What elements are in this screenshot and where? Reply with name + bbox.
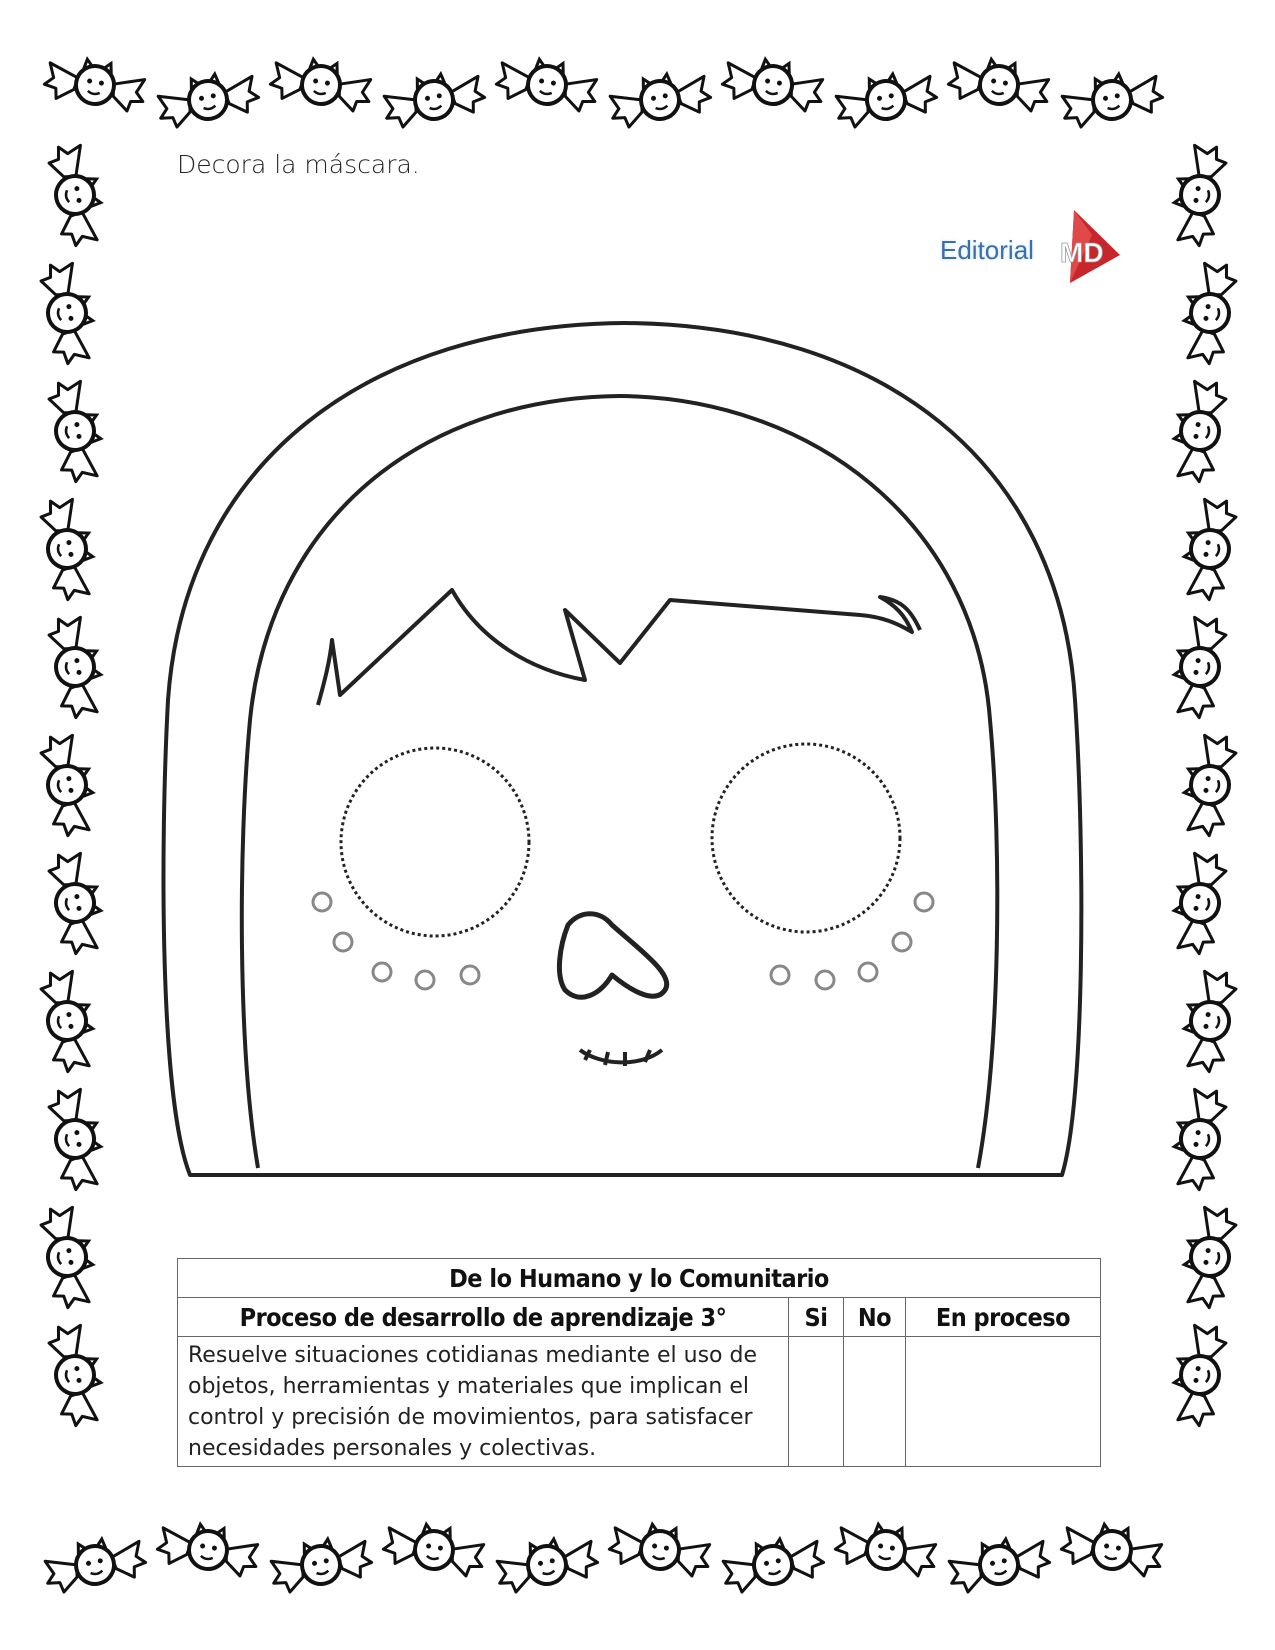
- table-row: [178, 1337, 1101, 1467]
- evaluation-table: [177, 1258, 1101, 1467]
- mouth: [580, 1050, 662, 1066]
- right-eye-dotted: [712, 744, 900, 932]
- logo-text: Editorial: [940, 235, 1034, 265]
- header-en-proceso: En proceso: [906, 1298, 1101, 1337]
- svg-text:MD: MD: [1060, 237, 1104, 268]
- cell-en-proceso[interactable]: [906, 1337, 1101, 1467]
- face-outline: [242, 396, 997, 1168]
- header-process: Proceso de desarrollo de aprendizaje 3°: [178, 1298, 789, 1337]
- hood-outline: [163, 323, 1081, 1175]
- nose-heart: [559, 914, 666, 997]
- header-si: Si: [789, 1298, 844, 1337]
- row-description: Resuelve situaciones cotidianas mediante el uso de objetos, herramientas y materiales que implican el control y precisión de movimientos, para satisfacer necesidades personales y colectivas.: [178, 1337, 789, 1467]
- left-eye-dotted: [341, 748, 529, 936]
- cell-si[interactable]: [789, 1337, 844, 1467]
- header-no: No: [844, 1298, 906, 1337]
- cell-no[interactable]: [844, 1337, 906, 1467]
- instruction-text: Decora la máscara.: [177, 150, 420, 179]
- table-title: De lo Humano y lo Comunitario: [178, 1259, 1101, 1298]
- cheek-dots: [313, 893, 933, 989]
- hair-outline: [318, 590, 920, 705]
